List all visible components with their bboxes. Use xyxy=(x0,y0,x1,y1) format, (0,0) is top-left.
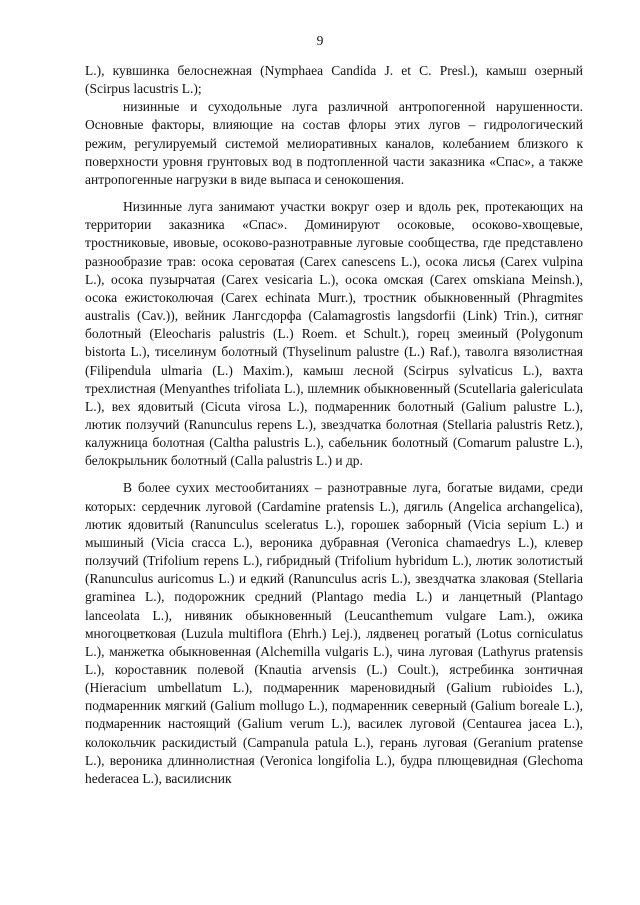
document-body xyxy=(85,62,583,788)
page-number: 9 xyxy=(316,33,324,48)
paragraph-dry-habitats: В более сухих местообитаниях – разнотравные луга, богатые видами, среди которых: сердечник луговой (Cardamine pratensis L.), дягиль (Angelica archangelica), лютик ядовитый (Ranunculus sceleratus L.), горошек заборный (Vicia sepium L.) и мышиный (Vicia cracca L.), вероника дубравная (Veronica chamaedrys L.), клевер ползучий (Trifolium repens L.), гибридный (Trifolium hybridum L.), лютик золотистый (Ranunculus auricomus L.) и едкий (Ranunculus acris L.), звездчатка злаковая (Stellaria graminea L.), подорожник средний (Plantago media L.) и ланцетный (Plantago lanceolata L.), нивяник обыкновенный (Leucanthemum vulgare Lam.), ожика многоцветковая (Luzula multiflora (Ehrh.) Lej.), лядвенец рогатый (Lotus corniculatus L.), манжетка обыкновенная (Alchemilla vulgaris L.), чина луговая (Lathyrus pratensis L.), короставник полевой (Knautia arvensis (L.) Coult.), ястребинка зонтичная (Hieracium umbellatum L.), подмаренник мареновидный (Galium rubioides L.), подмаренник мягкий (Galium mollugo L.), подмаренник северный (Galium boreale L.), подмаренник настоящий (Galium verum L.), василек луговой (Centaurea jacea L.), колокольчик раскидистый (Campanula patula L.), герань луговая (Geranium pratense L.), вероника длиннолистная (Veronica longifolia L.), будра плющевидная (Glechoma hederacea L.), василисник xyxy=(85,480,583,786)
paragraph-meadow-types: низинные и суходольные луга различной антропогенной нарушенности. Основные факторы, влияющие на состав флоры этих лугов – гидрологический режим, регулируемый системой мелиоративных каналов, колебанием близкого к поверхности уровня грунтовых вод в подтопленной части заказника «Спас», а также антропогенные нагрузки в виде выпаса и сенокошения. xyxy=(85,99,583,187)
paragraph-lowland-meadows: Низинные луга занимают участки вокруг озер и вдоль рек, протекающих на территории заказника «Спас». Доминируют осоковые, осоково-хвощевые, тростниковые, ивовые, осоково-разнотравные луговые сообщества, где представлено разнообразие трав: осока сероватая (Carex canescens L.), осока лисья (Carex vulpina L.), осока пузырчатая (Carex vesicaria L.), осока омская (Carex omskiana Meinsh.), осока ежистоколючая (Carex echinata Murr.), тростник обыкновенный (Phragmites australis (Cav.)), вейник Лангсдорфа (Calamagrostis langsdorfii (Link) Trin.), ситняг болотный (Eleocharis palustris (L.) Roem. et Schult.), горец змеиный (Polygonum bistorta L.), тиселинум болотный (Thyselinum palustre (L.) Raf.), таволга вязолистная (Filipendula ulmaria (L.) Maxim.), камыш лесной (Scirpus sylvaticus L.), вахта трехлистная (Menyanthes trifoliata L.), шлемник обыкновенный (Scutellaria galericulata L.), вех ядовитый (Cicuta virosa L.), подмаренник болотный (Galium palustre L.), лютик ползучий (Ranunculus repens L.), звездчатка болотная (Stellaria palustris Retz.), калужница болотная (Caltha palustris L.), сабельник болотный (Comarum palustre L.), белокрыльник болотный (Calla palustris L.) и др. xyxy=(85,199,583,469)
paragraph-continuation: L.), кувшинка белоснежная (Nymphaea Candida J. et C. Presl.), камыш озерный (Scirpus lacustris L.); xyxy=(85,63,583,97)
